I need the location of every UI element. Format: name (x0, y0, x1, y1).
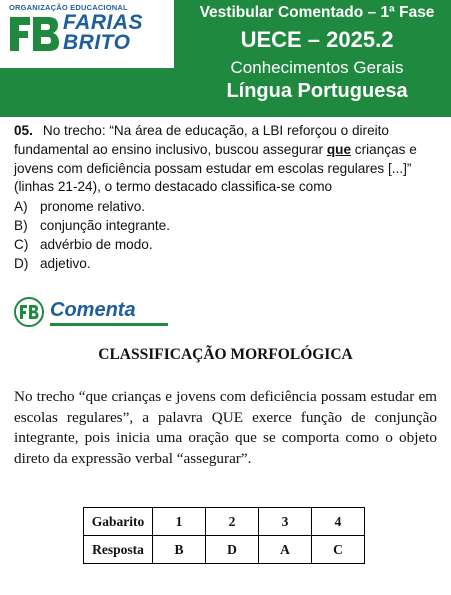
exam-title: Vestibular Comentado – 1ª Fase (199, 4, 435, 21)
table-cell: A (259, 536, 312, 564)
brand-word-1: FARIAS (63, 11, 144, 34)
section-title: CLASSIFICAÇÃO MORFOLÓGICA (98, 346, 353, 363)
question-block (14, 122, 446, 273)
question-text-before: No trecho: “Na área de educação, a LBI reforçou o direito fundamental ao ensino inclusivo, buscou assegurar (14, 123, 389, 157)
comenta-heading (14, 297, 164, 329)
option-text: advérbio de modo. (40, 236, 153, 252)
option-d (14, 255, 446, 274)
table-cell: C (312, 536, 365, 564)
brand-logo (0, 0, 174, 68)
table-cell: 4 (312, 508, 365, 536)
table-row (84, 536, 365, 564)
option-letter: C) (14, 236, 29, 252)
option-text: pronome relativo. (40, 199, 146, 215)
fb-logo-icon (8, 13, 60, 55)
options-list (14, 198, 446, 273)
exam-area: Conhecimentos Gerais (230, 58, 404, 77)
table-cell: B (153, 536, 206, 564)
brand-word-2: BRITO (63, 31, 131, 54)
answer-table (83, 507, 365, 564)
option-c (14, 236, 446, 255)
table-cell: D (206, 536, 259, 564)
question-text-after: crianças e jovens com deficiência possam estudar em escolas regulares [...]” (linhas 21-24), o termo destacado classifica-se como (14, 141, 417, 195)
highlighted-term: que (326, 141, 352, 157)
option-letter: B) (14, 217, 28, 233)
option-letter: A) (14, 199, 28, 215)
option-b (14, 217, 446, 236)
option-text: conjunção integrante. (40, 217, 170, 233)
table-row (84, 508, 365, 536)
org-label: ORGANIZAÇÃO EDUCACIONAL (9, 3, 128, 12)
exam-edition: UECE – 2025.2 (240, 27, 394, 52)
comenta-label: Comenta (50, 299, 136, 321)
table-cell: 1 (153, 508, 206, 536)
option-a (14, 198, 446, 217)
question-number: 05. (14, 123, 33, 138)
question-stem (14, 122, 446, 197)
option-text: adjetivo. (40, 255, 91, 271)
header-banner (0, 0, 451, 117)
table-cell: Gabarito (84, 508, 153, 536)
comenta-underline (50, 323, 168, 326)
farias-brito-logo-icon (14, 297, 44, 327)
table-cell: 3 (259, 508, 312, 536)
table-cell: Resposta (84, 536, 153, 564)
table-cell: 2 (206, 508, 259, 536)
comment-text: No trecho “que crianças e jovens com deficiência possam estudar em escolas regulares”, a palavra QUE exerce função de conjunção integrante, pois inicia uma oração que se comporta como o objeto direto da expressão verbal “assegurar”. (14, 388, 437, 467)
option-letter: D) (14, 255, 29, 271)
exam-subject: Língua Portuguesa (226, 80, 408, 102)
